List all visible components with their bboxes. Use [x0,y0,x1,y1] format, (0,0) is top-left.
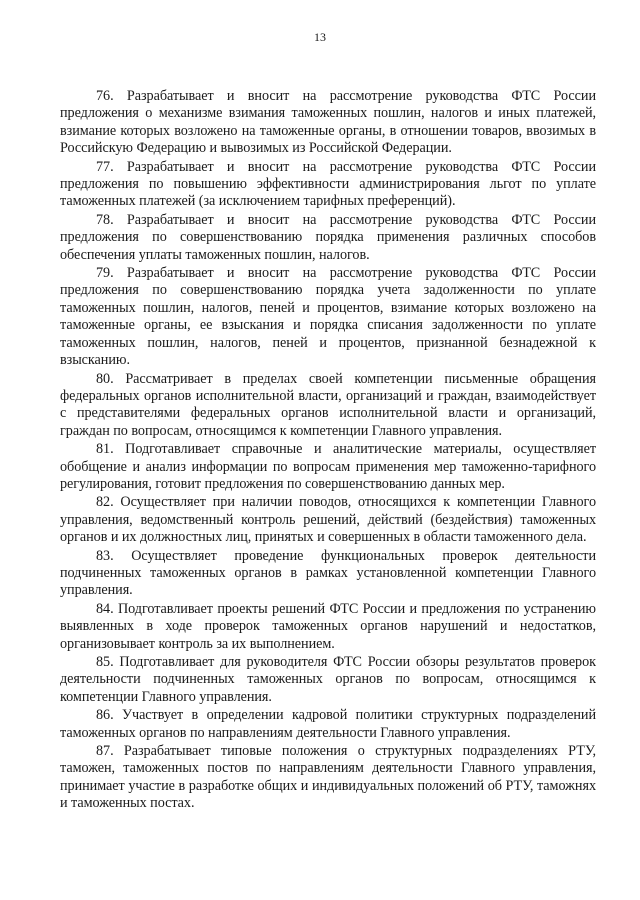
paragraph-86: 86. Участвует в определении кадровой политики структурных подразделений таможенных органов по направлениям деятельности Главного управления. [60,707,596,741]
paragraph-82: 82. Осуществляет при наличии поводов, относящихся к компетенции Главного управления, ведомственный контроль решений, действий (бездействия) таможенных органов и их должностных лиц, принятых и совершенных в области таможенного дела. [60,494,596,546]
paragraph-85: 85. Подготавливает для руководителя ФТС России обзоры результатов проверок деятельности подчиненных таможенных органов по вопросам, относящимся к компетенции Главного управления. [60,654,596,705]
paragraph-87: 87. Разрабатывает типовые положения о структурных подразделениях РТУ, таможен, таможенных постов по направлениям деятельности Главного управления, принимает участие в разработке общих и индивидуальных положений об РТУ, таможнях и таможенных постах. [60,743,596,812]
paragraph-78: 78. Разрабатывает и вносит на рассмотрение руководства ФТС России предложения по совершенствованию порядка применения различных способов обеспечения уплаты таможенных пошлин, налогов. [60,211,596,263]
document-body [60,88,596,814]
paragraph-83: 83. Осуществляет проведение функциональных проверок деятельности подчиненных таможенных органов в рамках установленной компетенции Главного управления. [60,547,596,599]
page-number: 13 [314,30,326,44]
paragraph-76: 76. Разрабатывает и вносит на рассмотрение руководства ФТС России предложения о механизме взимания таможенных пошлин, налогов и иных платежей, взимание которых возложено на таможенные органы, в отношении товаров, ввозимых в Российскую Федерацию и вывозимых из Российской Федерации. [60,88,596,157]
paragraph-77: 77. Разрабатывает и вносит на рассмотрение руководства ФТС России предложения по повышению эффективности администрирования льгот по уплате таможенных платежей (за исключением тарифных преференций). [60,158,596,210]
paragraph-80: 80. Рассматривает в пределах своей компетенции письменные обращения федеральных органов исполнительной власти, организаций и граждан, взаимодействует с представителями федеральных органов исполнительной власти и организаций, граждан по вопросам, относящимся к компетенции Главного управления. [60,370,596,439]
paragraph-84: 84. Подготавливает проекты решений ФТС России и предложения по устранению выявленных в ходе проверок таможенных органов нарушений и недостатков, организовывает контроль за их выполнением. [60,600,596,652]
paragraph-81: 81. Подготавливает справочные и аналитические материалы, осуществляет обобщение и анализ информации по вопросам применения мер таможенно-тарифного регулирования, готовит предложения по совершенствованию данных мер. [60,441,596,492]
paragraph-79: 79. Разрабатывает и вносит на рассмотрение руководства ФТС России предложения по совершенствованию порядка учета задолженности по уплате таможенных пошлин, налогов, пеней и процентов, взимание которых возложено на таможенные органы, ее взыскания и порядка списания задолженности по уплате таможенных пошлин, налогов, пеней и процентов, признанной безнадежной к взысканию. [60,265,596,369]
